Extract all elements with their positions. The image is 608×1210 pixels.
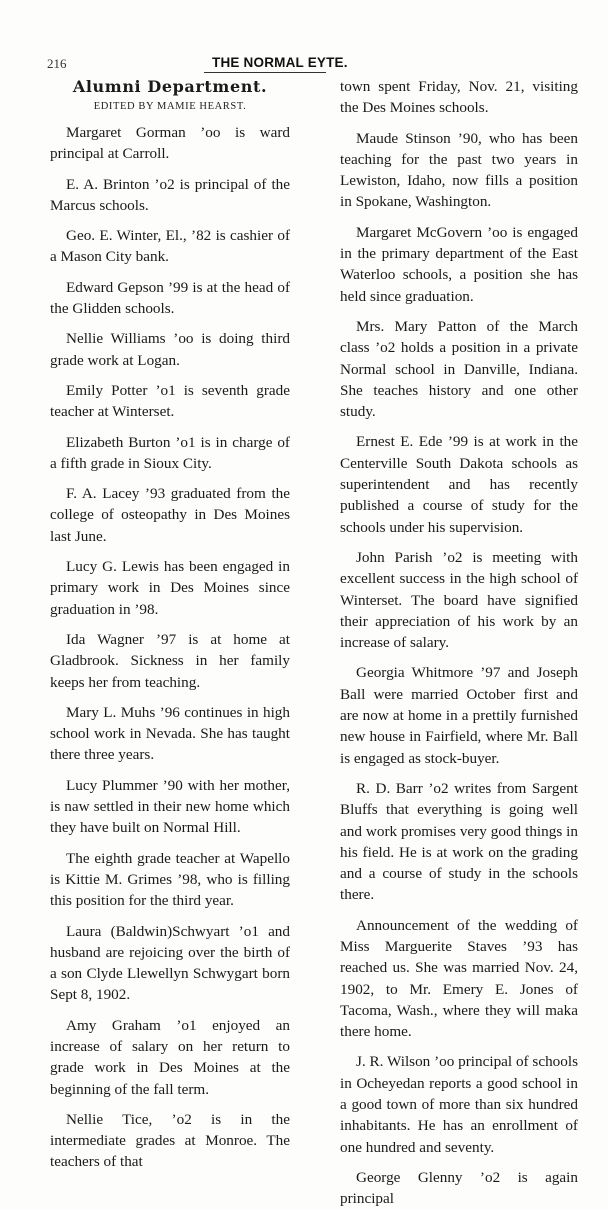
alumni-note: Lucy Plummer ’90 with her mother, is naw settled in their new home which they have built on Normal Hill. <box>50 776 290 837</box>
department-title: Alumni Department. <box>72 77 268 96</box>
alumni-note: R. D. Barr ’o2 writes from Sargent Bluffs that everything is going well and work promises very good things in his field. He is at work on the grading and a course of study in the schools there. <box>340 779 578 904</box>
alumni-note: Margaret Gorman ’oo is ward principal at Carroll. <box>50 124 290 163</box>
alumni-note: Laura (Baldwin)Schwyart ’o1 and husband are rejoicing over the birth of a son Clyde Llewellyn Schwygart born Sept 8, 1902. <box>50 922 290 1004</box>
page-number: 216 <box>47 56 67 71</box>
alumni-note: Ida Wagner ’97 is at home at Gladbrook. Sickness in her family keeps her from teaching. <box>50 630 290 691</box>
alumni-note: Edward Gepson ’99 is at the head of the Glidden schools. <box>50 278 290 318</box>
alumni-note: Amy Graham ’o1 enjoyed an increase of salary on her return to grade work in Des Moines at the beginning of the fall term. <box>50 1016 290 1098</box>
alumni-note: Elizabeth Burton ’o1 is in charge of a fifth grade in Sioux City. <box>50 433 290 472</box>
alumni-note: George Glenny ’o2 is again principal <box>340 1168 578 1208</box>
alumni-note: Mary L. Muhs ’96 continues in high school work in Nevada. She has taught there three years. <box>50 703 290 764</box>
alumni-note: Announcement of the wedding of Miss Marguerite Staves ’93 has reached us. She was married Nov. 24, 1902, to Mr. Emery E. Jones of Tacoma, Wash., where they will maka there home. <box>340 916 578 1041</box>
alumni-note: Geo. E. Winter, El., ’82 is cashier of a Mason City bank. <box>50 227 290 266</box>
alumni-note: E. A. Brinton ’o2 is principal of the Marcus schools. <box>50 175 290 214</box>
alumni-note: Lucy G. Lewis has been engaged in primary work in Des Moines since graduation in ’98. <box>50 558 290 618</box>
alumni-note: Maude Stinson ’90, who has been teaching for the past two years in Lewiston, Idaho, now fills a position in Spokane, Washington. <box>340 129 578 211</box>
title-underline <box>204 72 326 73</box>
alumni-note: J. R. Wilson ’oo principal of schools in Ocheyedan reports a good school in a good town of more than six hundred inhabitants. He has an enrollment of one hundred and seventy. <box>340 1053 578 1156</box>
department-editor: EDITED BY MAMIE HEARST. <box>93 101 247 112</box>
running-title: THE NORMAL EYTE. <box>212 55 348 70</box>
alumni-note: Mrs. Mary Patton of the March class ’o2 holds a position in a private Normal school in Danville, Indiana. She teaches history and one other study. <box>340 317 578 421</box>
alumni-note: F. A. Lacey ’93 graduated from the college of osteopathy in Des Moines last June. <box>50 485 290 545</box>
left-column <box>50 76 290 1173</box>
alumni-note: Nellie Tice, ’o2 is in the intermediate grades at Monroe. The teachers of that <box>50 1110 290 1171</box>
alumni-note: Emily Potter ’o1 is seventh grade teacher at Winterset. <box>50 381 290 421</box>
alumni-note: The eighth grade teacher at Wapello is Kittie M. Grimes ’98, who is filling this position for the third year. <box>50 849 290 910</box>
alumni-note: Ernest E. Ede ’99 is at work in the Centerville South Dakota schools as superintendent and has recently published a course of study for the schools under his supervision. <box>340 433 578 536</box>
alumni-note: John Parish ’o2 is meeting with excellent success in the high school of Winterset. The board have signified their appreciation of his work by an increase of salary. <box>340 548 578 652</box>
alumni-note: Nellie Williams ’oo is doing third grade work at Logan. <box>50 330 290 369</box>
alumni-note: Georgia Whitmore ’97 and Joseph Ball were married October first and are now at home in a prettily furnished new house in Fairfield, where Mr. Ball is engaged as stock-buyer. <box>340 664 578 767</box>
alumni-note: Margaret McGovern ’oo is engaged in the primary department of the East Waterloo schools, a position she has held since graduation. <box>340 223 578 305</box>
alumni-note-continued: town spent Friday, Nov. 21, visiting the Des Moines schools. <box>340 78 578 117</box>
right-column <box>340 76 578 1210</box>
